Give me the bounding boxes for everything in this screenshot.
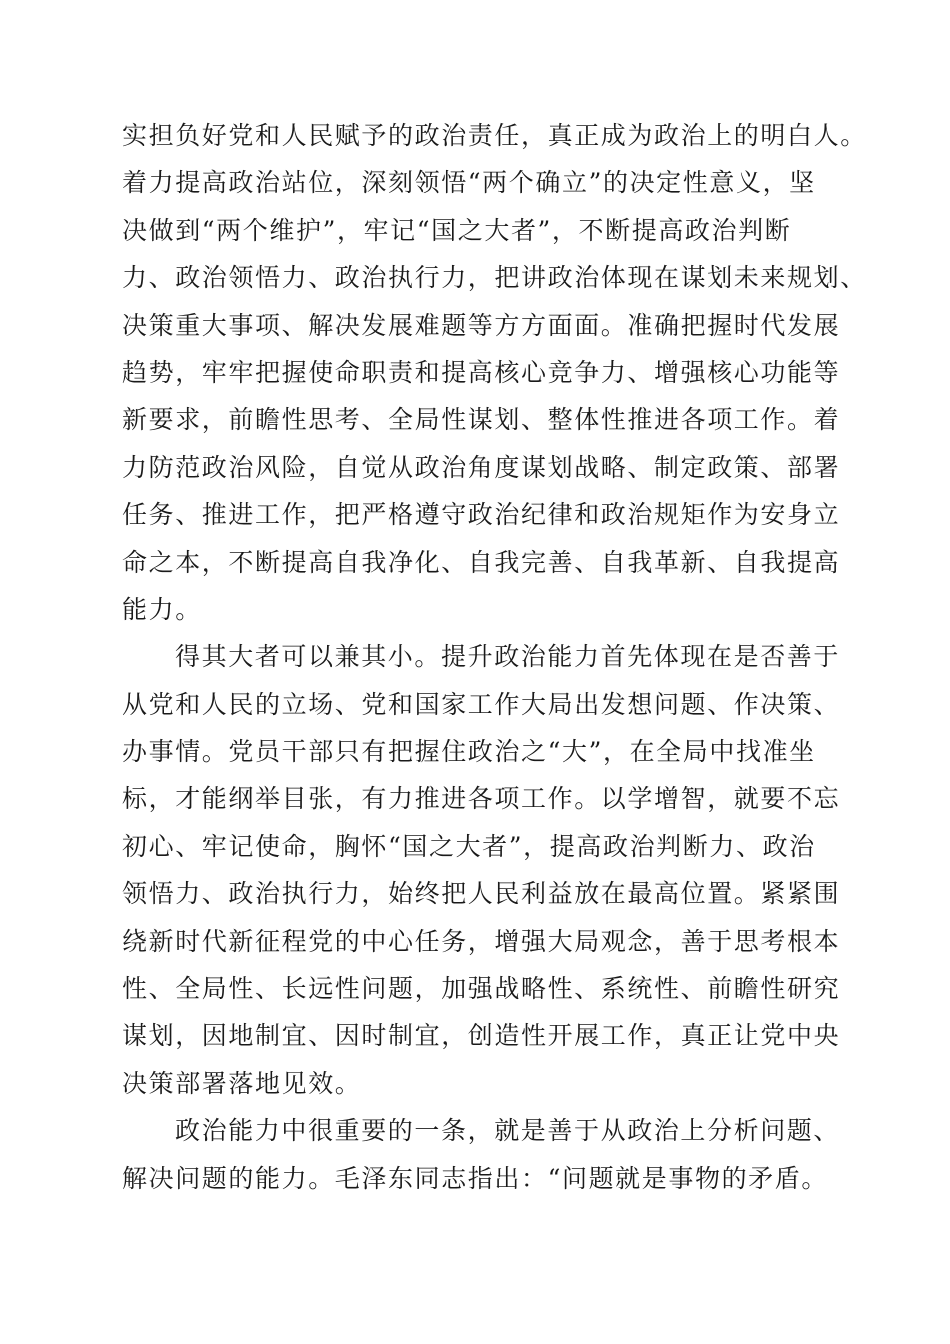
text-line: 性、全局性、长远性问题，加强战略性、系统性、前瞻性研究 [122, 974, 841, 1004]
text-line: 初心、牢记使命，胸怀“国之大者”，提高政治判断力、政治 [122, 831, 816, 861]
text-line: 力、政治领悟力、政治执行力，把讲政治体现在谋划未来规划、 [122, 263, 867, 293]
text-line: 解决问题的能力。毛泽东同志指出：“问题就是事物的矛盾。 [122, 1163, 828, 1193]
text-line: 决做到“两个维护”，牢记“国之大者”，不断提高政治判断 [122, 215, 792, 245]
text-line: 标，才能纲举目张，有力推进各项工作。以学增智，就要不忘 [122, 784, 841, 814]
text-line: 力防范政治风险，自觉从政治角度谋划战略、制定政策、部署 [122, 452, 841, 482]
text-line: 办事情。党员干部只有把握住政治之“大”，在全局中找准坐 [122, 737, 816, 767]
text-line: 决策部署落地见效。 [122, 1068, 362, 1098]
text-line: 谋划，因地制宜、因时制宜，创造性开展工作，真正让党中央 [122, 1021, 841, 1051]
paragraph-start-line: 得其大者可以兼其小。提升政治能力首先体现在是否善于 [175, 642, 841, 672]
text-line: 绕新时代新征程党的中心任务，增强大局观念，善于思考根本 [122, 926, 841, 956]
text-line: 领悟力、政治执行力，始终把人民利益放在最高位置。紧紧围 [122, 879, 841, 909]
text-line: 趋势，牢牢把握使命职责和提高核心竞争力、增强核心功能等 [122, 357, 841, 387]
text-line: 决策重大事项、解决发展难题等方方面面。准确把握时代发展 [122, 310, 841, 340]
text-line: 能力。 [122, 594, 202, 624]
paragraph-start-line: 政治能力中很重要的一条，就是善于从政治上分析问题、 [175, 1116, 841, 1146]
text-line: 任务、推进工作，把严格遵守政治纪律和政治规矩作为安身立 [122, 500, 841, 530]
text-line: 实担负好党和人民赋予的政治责任，真正成为政治上的明白人。 [122, 121, 867, 150]
text-line: 命之本，不断提高自我净化、自我完善、自我革新、自我提高 [122, 547, 841, 577]
text-line: 新要求，前瞻性思考、全局性谋划、整体性推进各项工作。着 [122, 405, 841, 435]
body-text [122, 112, 867, 1202]
text-line: 着力提高政治站位，深刻领悟“两个确立”的决定性意义，坚 [122, 168, 816, 198]
text-line: 从党和人民的立场、党和国家工作大局出发想问题、作决策、 [122, 689, 841, 719]
